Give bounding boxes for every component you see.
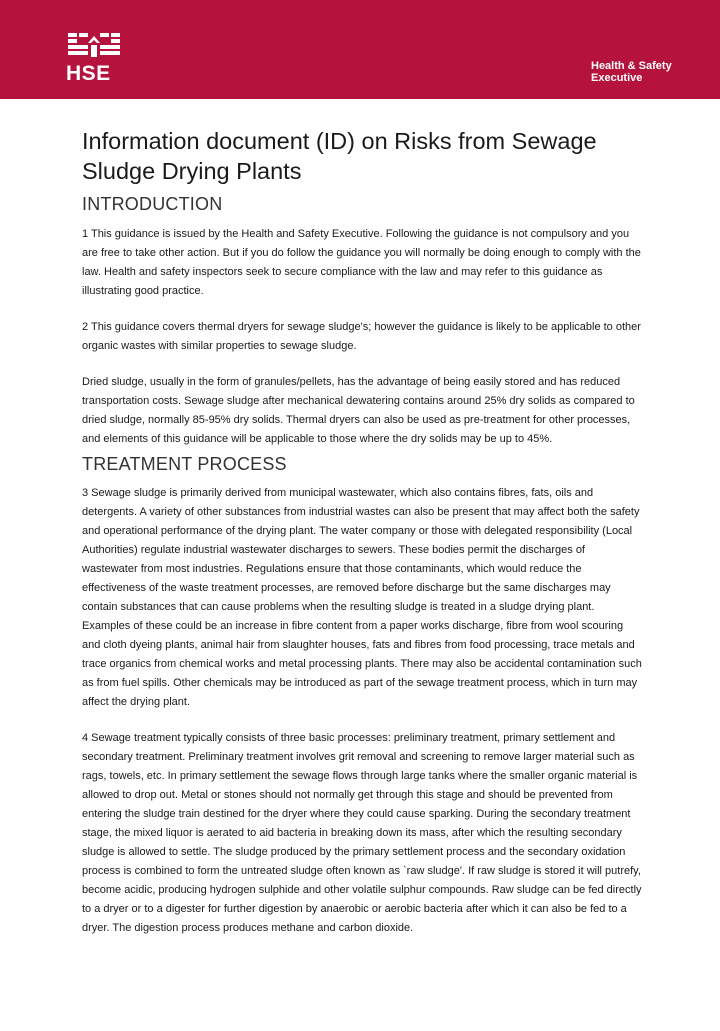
header-banner (0, 0, 720, 99)
introduction-heading: INTRODUCTION (82, 194, 223, 214)
organisation-name (591, 60, 672, 84)
page-title: Information document (ID) on Risks from Sewage Sludge Drying Plants (82, 128, 597, 184)
organisation-name-line2: Executive (591, 72, 643, 84)
paragraph-3: 3 Sewage sludge is primarily derived from municipal wastewater, which also contains fibres, fats, oils and detergents. A variety of other substances from industrial wastes can also be present that may affect both the safety and operational performance of the drying plant. The water company or those with delegated responsibility (Local Authorities) regulate industrial wastewater discharges to sewers. These bodies permit the discharges of wastewater from most industries. Regulations ensure that those contaminants, which would reduce the effectiveness of the waste treatment processes, are removed before discharge but the same discharges may contain substances that can cause problems when the resulting sludge is treated in a sludge drying plant. Examples of these could be an increase in fibre content from a paper works discharge, fibre from wool scouring and cloth dyeing plants, animal hair from slaughter houses, fats and fibres from food processing, trace metals and trace organics from chemical works and metal processing plants. There may also be accidental contamination such as from fuel spills. Other chemicals may be introduced as part of the sewage treatment process, which in turn may affect the drying plant. (82, 487, 642, 708)
paragraph-4: 4 Sewage treatment typically consists of three basic processes: preliminary treatment, primary settlement and secondary treatment. Preliminary treatment involves grit removal and screening to remove larger material such as rags, towels, etc. In primary settlement the sewage flows through large tanks where the smaller organic material is allowed to drop out. Metal or stones should not normally get through this stage and should be prevented from entering the sludge train destined for the dryer where they could cause sparking. During the secondary treatment stage, the mixed liquor is aerated to aid bacteria in breaking down its mass, after which the resulting secondary sludge is allowed to settle. The sludge produced by the primary settlement process and the secondary oxidation process is combined to form the untreated sludge often known as `raw sludge'. If raw sludge is stored it will putrefy, become acidic, producing hydrogen sulphide and other volatile sulphur compounds. Raw sludge can be fed directly to a dryer or to a digester for further digestion by anaerobic or aerobic bacteria after which it can also be fed to a dryer. The digestion process produces methane and carbon dioxide. (82, 732, 642, 934)
paragraph-1: 1 This guidance is issued by the Health and Safety Executive. Following the guidance is not compulsory and you are free to take other action. But if you do follow the guidance you will normally be doing enough to comply with the law. Health and safety inspectors seek to secure compliance with the law and may refer to this guidance as illustrating good practice. (82, 228, 641, 297)
paragraph-2: 2 This guidance covers thermal dryers for sewage sludge's; however the guidance is likely to be applicable to other organic wastes with similar properties to sewage sludge. (82, 321, 641, 352)
organisation-name-line1: Health & Safety (591, 60, 672, 72)
treatment-heading: TREATMENT PROCESS (82, 454, 287, 474)
logo-text: HSE (66, 62, 111, 85)
paragraph-dried-sludge: Dried sludge, usually in the form of granules/pellets, has the advantage of being easily stored and has reduced transportation costs. Sewage sludge after mechanical dewatering contains around 25% dry solids as compared to dried sludge, normally 85-95% dry solids. Thermal dryers can also be used as pre-treatment for other processes, and elements of this guidance will be applicable to those where the dry solids may be up to 45%. (82, 376, 635, 445)
document-body (82, 126, 642, 938)
